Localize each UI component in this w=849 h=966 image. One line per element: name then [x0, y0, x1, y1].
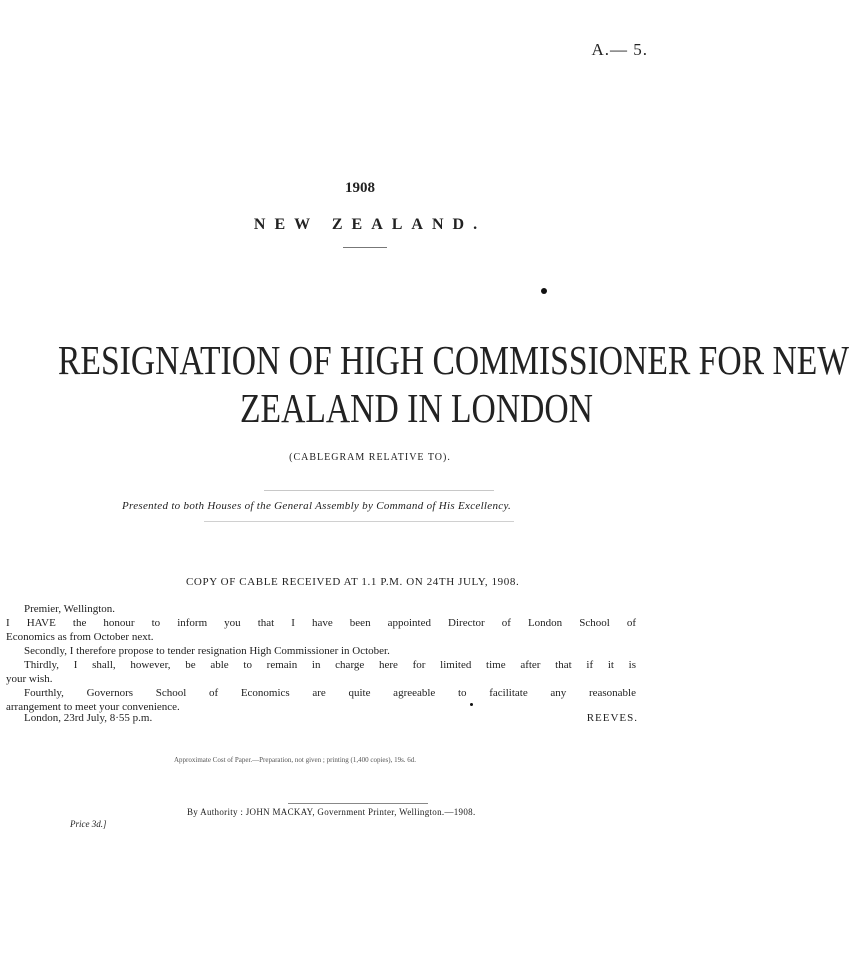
place-date: London, 23rd July, 8·55 p.m.	[24, 712, 153, 724]
paragraph-3-line-2: your wish.	[6, 673, 53, 685]
divider	[264, 490, 494, 491]
paragraph-1-line-2: Economics as from October next.	[6, 631, 154, 643]
document-title-line1: RESIGNATION OF HIGH COMMISSIONER FOR NEW	[58, 337, 849, 383]
paragraph-4-line-2: arrangement to meet your convenience.	[6, 701, 180, 713]
authority-line: By Authority : JOHN MACKAY, Government Printer, Wellington.—1908.	[187, 807, 476, 817]
paragraph-1-line-1: I HAVE the honour to inform you that I have been appointed Director of London School of	[6, 617, 636, 629]
divider	[204, 521, 514, 522]
price-note: Price 3d.]	[70, 819, 107, 829]
cable-heading: COPY OF CABLE RECEIVED AT 1.1 P.M. ON 24TH JULY, 1908.	[186, 576, 520, 588]
presented-line: Presented to both Houses of the General Assembly by Command of His Excellency.	[122, 500, 512, 512]
country-heading: NEW ZEALAND.	[253, 216, 487, 233]
divider	[288, 803, 428, 804]
document-title-line2: ZEALAND IN LONDON	[240, 385, 593, 431]
salutation: Premier, Wellington.	[24, 603, 116, 615]
paragraph-3-line-1: Thirdly, I shall, however, be able to remain in charge here for limited time after that if it is	[24, 659, 636, 671]
ink-mark	[470, 703, 473, 706]
paragraph-4-line-1: Fourthly, Governors School of Economics are quite agreeable to facilitate any reasonable	[24, 687, 636, 699]
paragraph-2: Secondly, I therefore propose to tender resignation High Commissioner in October.	[24, 645, 390, 657]
divider	[343, 247, 387, 248]
cost-note: Approximate Cost of Paper.—Preparation, not given ; printing (1,400 copies), 19s. 6d.	[174, 756, 417, 764]
document-reference: A.— 5.	[591, 40, 648, 59]
document-subtitle: (CABLEGRAM RELATIVE TO).	[289, 452, 451, 463]
ink-mark	[541, 288, 547, 294]
document-year: 1908	[345, 180, 375, 196]
signature: REEVES.	[586, 712, 638, 724]
